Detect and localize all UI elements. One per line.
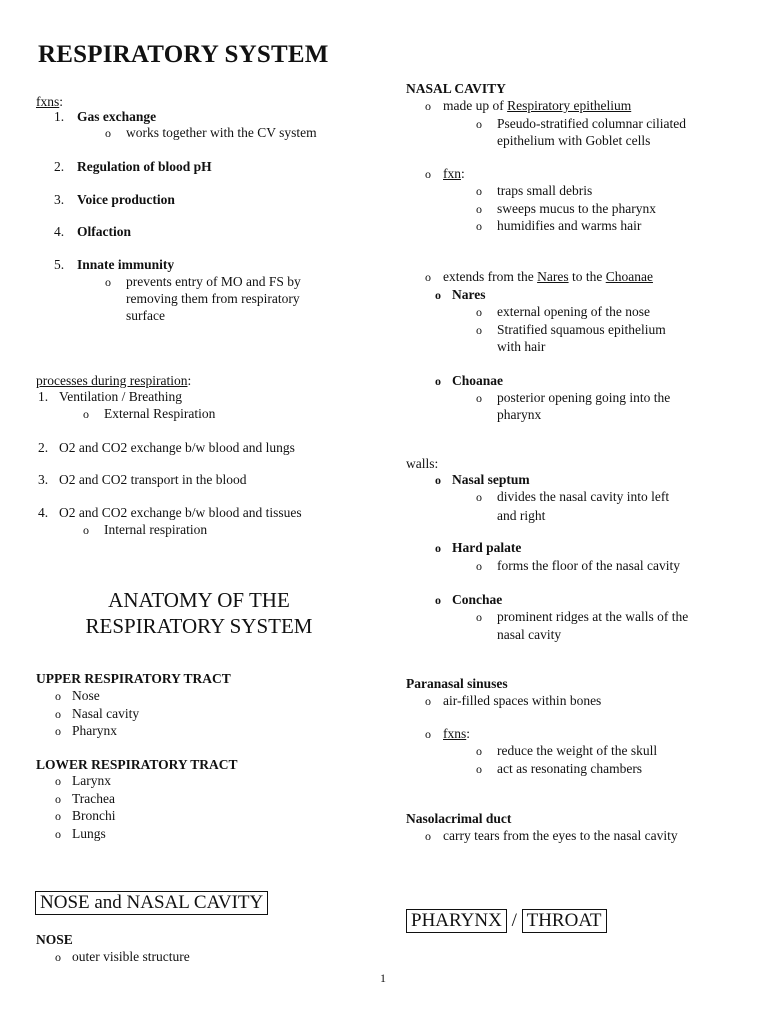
bullet: o bbox=[476, 559, 482, 573]
process-number: 1. bbox=[38, 389, 49, 404]
upper-tract-title: UPPER RESPIRATORY TRACT bbox=[36, 671, 231, 686]
bullet: o bbox=[476, 305, 482, 319]
function-number: 4. bbox=[54, 224, 65, 239]
list-item: air-filled spaces within bones bbox=[443, 693, 602, 708]
list-item: forms the floor of the nasal cavity bbox=[497, 558, 680, 573]
list-item: Bronchi bbox=[72, 808, 116, 823]
list-item: humidifies and warms hair bbox=[497, 218, 642, 233]
anatomy-heading-line: ANATOMY OF THE bbox=[108, 588, 290, 612]
process-text: O2 and CO2 transport in the blood bbox=[59, 472, 247, 487]
process-number: 2. bbox=[38, 440, 49, 455]
nose-title: NOSE bbox=[36, 932, 73, 947]
bullet: o bbox=[83, 407, 89, 421]
list-item: Stratified squamous epithelium bbox=[497, 322, 666, 337]
bullet: o bbox=[476, 490, 482, 504]
page-title: RESPIRATORY SYSTEM bbox=[38, 41, 329, 68]
bullet: o bbox=[476, 391, 482, 405]
list-item: traps small debris bbox=[497, 183, 593, 198]
anatomy-heading-line: RESPIRATORY SYSTEM bbox=[85, 614, 313, 638]
list-item: Lungs bbox=[72, 826, 106, 841]
nose-section-heading: NOSE and NASAL CAVITY bbox=[35, 891, 268, 915]
function-title: Voice production bbox=[77, 192, 175, 207]
bullet: o bbox=[55, 707, 61, 721]
bullet: o bbox=[425, 99, 431, 113]
conchae-title: Conchae bbox=[452, 592, 503, 607]
choanae-title: Choanae bbox=[452, 373, 504, 388]
process-detail: External Respiration bbox=[104, 406, 216, 421]
extends-line: extends from the Nares to the Choanae bbox=[443, 269, 653, 284]
process-detail: Internal respiration bbox=[104, 522, 208, 537]
function-number: 5. bbox=[54, 257, 65, 272]
bullet: o bbox=[83, 523, 89, 537]
bullet: o bbox=[105, 275, 111, 289]
list-item: nasal cavity bbox=[497, 627, 562, 642]
list-item: prominent ridges at the walls of the bbox=[497, 609, 689, 624]
function-detail: surface bbox=[126, 308, 165, 323]
list-item: outer visible structure bbox=[72, 949, 190, 964]
fxns-label: fxns: bbox=[36, 94, 64, 109]
list-item: Nasal cavity bbox=[72, 706, 140, 721]
bullet: o bbox=[55, 689, 61, 703]
bullet: o bbox=[425, 727, 431, 741]
list-item: with hair bbox=[497, 339, 546, 354]
function-detail: prevents entry of MO and FS by bbox=[126, 274, 301, 289]
bullet: o bbox=[476, 744, 482, 758]
list-item: Pharynx bbox=[72, 723, 117, 738]
process-number: 4. bbox=[38, 505, 49, 520]
function-detail: removing them from respiratory bbox=[126, 291, 300, 306]
process-text: O2 and CO2 exchange b/w blood and tissues bbox=[59, 505, 302, 520]
list-item: act as resonating chambers bbox=[497, 761, 643, 776]
list-item: pharynx bbox=[497, 407, 542, 422]
bullet: o bbox=[476, 323, 482, 337]
function-title: Olfaction bbox=[77, 224, 131, 239]
bullet: o bbox=[476, 202, 482, 216]
process-number: 3. bbox=[38, 472, 49, 487]
list-item: divides the nasal cavity into left bbox=[497, 489, 670, 504]
bullet: o bbox=[55, 809, 61, 823]
bullet: o bbox=[476, 610, 482, 624]
bullet: o bbox=[55, 774, 61, 788]
list-item: epithelium with Goblet cells bbox=[497, 133, 651, 148]
list-item: Trachea bbox=[72, 791, 115, 806]
bullet: o bbox=[435, 593, 441, 607]
duct-title: Nasolacrimal duct bbox=[406, 811, 512, 826]
process-text: Ventilation / Breathing bbox=[59, 389, 182, 404]
bullet: o bbox=[476, 117, 482, 131]
bullet: o bbox=[435, 473, 441, 487]
function-title: Innate immunity bbox=[77, 257, 175, 272]
process-text: O2 and CO2 exchange b/w blood and lungs bbox=[59, 440, 295, 455]
function-title: Gas exchange bbox=[77, 109, 157, 124]
bullet: o bbox=[425, 694, 431, 708]
list-item: external opening of the nose bbox=[497, 304, 650, 319]
bullet: o bbox=[55, 724, 61, 738]
nasal-cavity-title: NASAL CAVITY bbox=[406, 81, 506, 96]
palate-title: Hard palate bbox=[452, 540, 522, 555]
nares-title: Nares bbox=[452, 287, 486, 302]
bullet: o bbox=[476, 184, 482, 198]
list-item: and right bbox=[497, 508, 546, 523]
sinuses-fxns-label: fxns: bbox=[443, 726, 471, 741]
bullet: o bbox=[425, 167, 431, 181]
bullet: o bbox=[476, 219, 482, 233]
bullet: o bbox=[55, 792, 61, 806]
function-number: 2. bbox=[54, 159, 65, 174]
list-item: reduce the weight of the skull bbox=[497, 743, 658, 758]
list-item: Nose bbox=[72, 688, 100, 703]
bullet: o bbox=[435, 374, 441, 388]
made-up-of-line: made up of Respiratory epithelium bbox=[443, 98, 632, 113]
list-item: Larynx bbox=[72, 773, 111, 788]
list-item: carry tears from the eyes to the nasal cavity bbox=[443, 828, 678, 843]
list-item: sweeps mucus to the pharynx bbox=[497, 201, 656, 216]
page-number: 1 bbox=[380, 971, 386, 985]
walls-label: walls: bbox=[406, 456, 439, 471]
bullet: o bbox=[55, 827, 61, 841]
list-item: posterior opening going into the bbox=[497, 390, 671, 405]
function-title: Regulation of blood pH bbox=[77, 159, 212, 174]
bullet: o bbox=[425, 829, 431, 843]
function-detail: works together with the CV system bbox=[126, 125, 317, 140]
processes-label: processes during respiration: bbox=[36, 373, 192, 388]
septum-title: Nasal septum bbox=[452, 472, 530, 487]
pharynx-heading: PHARYNX / THROAT bbox=[406, 909, 607, 933]
bullet: o bbox=[435, 541, 441, 555]
bullet: o bbox=[55, 950, 61, 964]
bullet: o bbox=[435, 288, 441, 302]
bullet: o bbox=[476, 762, 482, 776]
sinuses-title: Paranasal sinuses bbox=[406, 676, 508, 691]
bullet: o bbox=[425, 270, 431, 284]
list-item: Pseudo-stratified columnar ciliated bbox=[497, 116, 686, 131]
function-number: 3. bbox=[54, 192, 65, 207]
lower-tract-title: LOWER RESPIRATORY TRACT bbox=[36, 757, 238, 772]
fxn-label: fxn: bbox=[443, 166, 465, 181]
function-number: 1. bbox=[54, 109, 65, 124]
bullet: o bbox=[105, 126, 111, 140]
